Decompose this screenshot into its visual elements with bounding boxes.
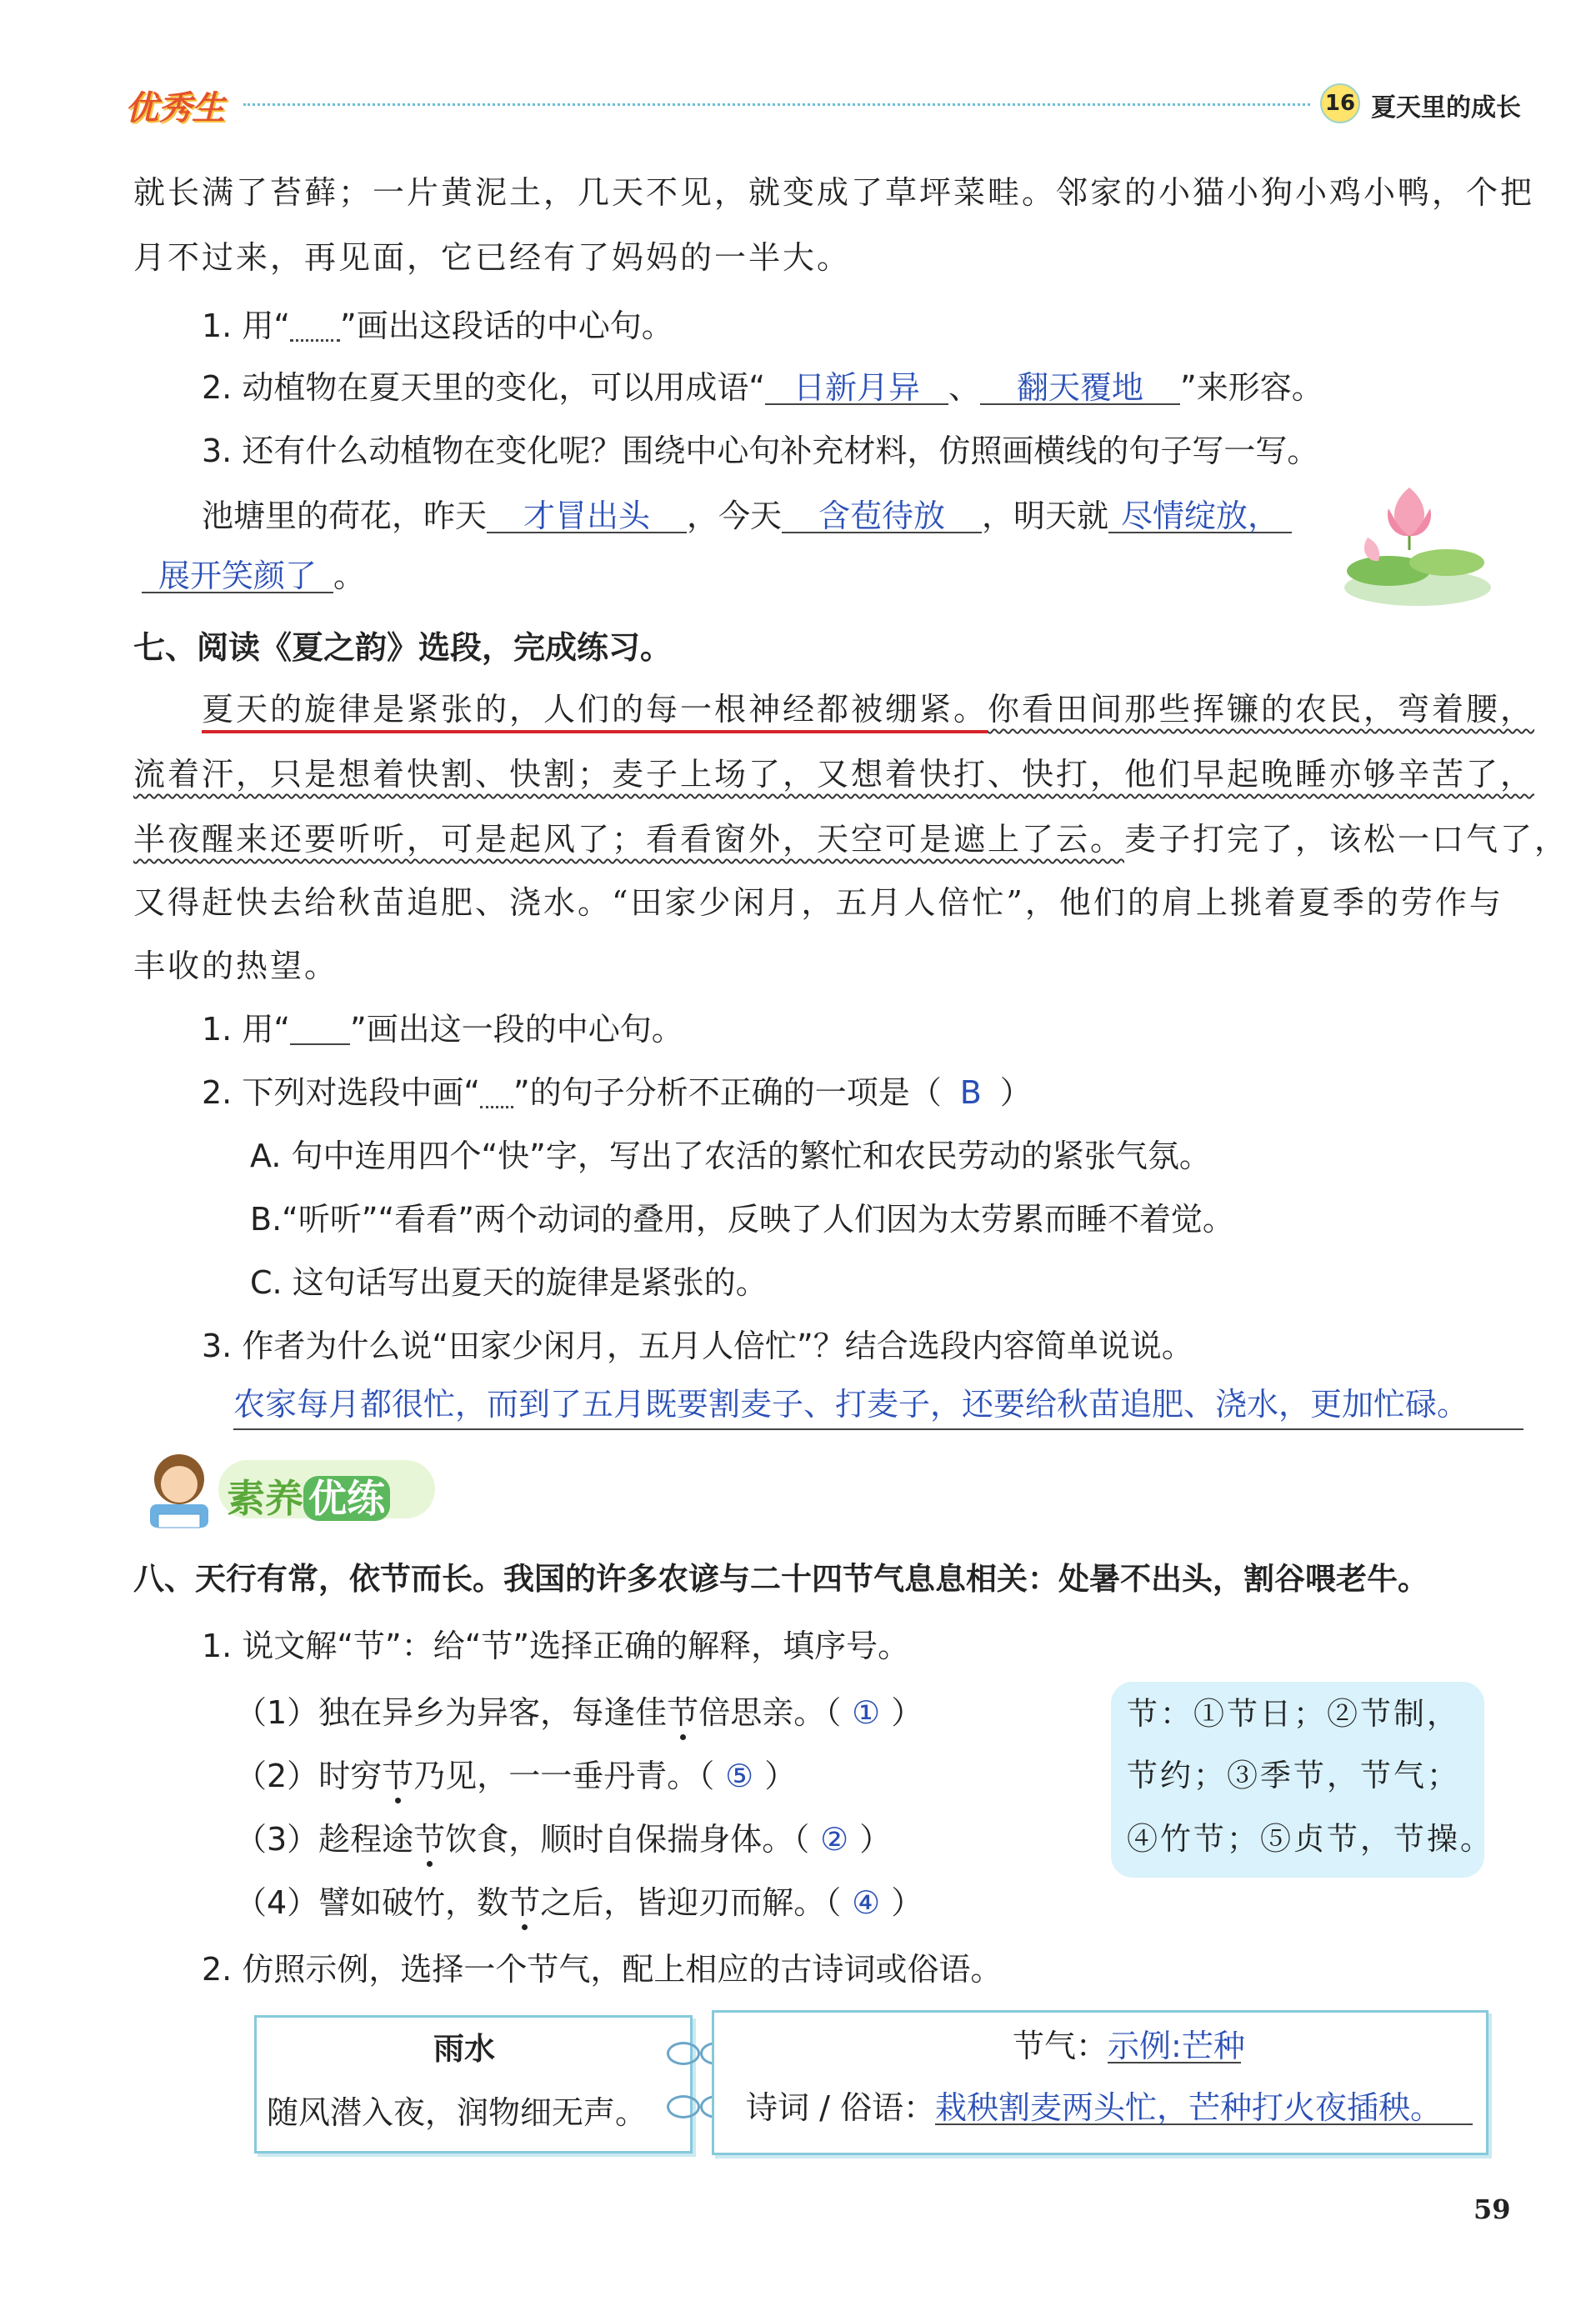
student-reading-icon [133,1446,225,1538]
section-heading: 七、阅读《夏之韵》选段，完成练习。 [133,629,673,666]
question-item: 1. 用“ ”画出这段话的中心句。 [202,308,673,344]
question-item: 3. 作者为什么说“田家少闲月，五月人倍忙”？结合选段内容简单说说。 [202,1328,1193,1364]
binder-ring-icon [667,2095,700,2118]
wavy-underline-sample [290,314,340,342]
question-item: 2. 动植物在夏天里的变化，可以用成语“ 日新月异 、 翻天覆地 ”来形容。 [202,369,1323,406]
term-row: 节气：示例:芒种 [1013,2028,1245,2064]
passage-line: 就长满了苔藓；一片黄泥土，几天不见，就变成了草坪菜畦。邻家的小猫小狗小鸡小鸭，个把 [133,174,1535,211]
lesson-number: 16 [1320,83,1360,123]
passage-line: 丰收的热望。 [133,948,339,984]
answer-field[interactable]: ① [852,1694,881,1731]
match-item: （4）譬如破竹，数节之后，皆迎刃而解。（ ④ ） [235,1884,923,1921]
answer-field[interactable]: 尽情绽放， [1108,500,1292,533]
option-c: C. 这句话写出夏天的旋律是紧张的。 [250,1264,768,1301]
answer-field[interactable]: ⑤ [725,1758,754,1794]
answer-field[interactable]: 才冒出头 [487,500,687,533]
fill-in-line: 展开笑颜了 。 [142,560,365,593]
poem-row: 诗词 / 俗语：栽秧割麦两头忙，芒种打火夜插秧。 [746,2092,1473,2125]
note-line: ④竹节；⑤贞节，节操。 [1127,1821,1493,1857]
section-heading: 八、天行有常，依节而长。我国的许多农谚与二十四节气息息相关：处暑不出头，割谷喂老牛。 [133,1561,1428,1597]
answer-field[interactable]: 栽秧割麦两头忙，芒种打火夜插秧。 [935,2092,1473,2125]
line-underline-sample [290,1018,350,1045]
page-number: 59 [1473,2193,1511,2225]
passage-line: 又得赶快去给秋苗追肥、浇水。“田家少闲月，五月人倍忙”，他们的肩上挑着夏季的劳作与 [133,884,1503,921]
question-item: 2. 下列对选段中画“ ”的句子分析不正确的一项是（ B ） [202,1074,1032,1111]
answer-field[interactable]: 翻天覆地 [980,372,1180,405]
passage-line: 流着汗，只是想着快割、快割；麦子上场了，又想着快打、快打，他们早起晚睡亦够辛苦了， [133,756,1535,793]
answer-field[interactable]: 日新月异 [765,372,948,405]
note-line: 节约；③季节，节气； [1127,1758,1460,1793]
match-item: （2）时穷节乃见，一一垂丹青。（ ⑤ ） [235,1758,797,1794]
card-title: 雨水 [433,2031,495,2067]
passage-line: 月不过来，再见面，它已经有了妈妈的一半大。 [133,239,852,276]
question-item: 2. 仿照示例，选择一个节气，配上相应的古诗词或俗语。 [202,1951,1003,1988]
fill-in-line: 池塘里的荷花，昨天 才冒出头 ，今天 含苞待放 ，明天就 尽情绽放， [202,500,1292,533]
passage-line: 夏天的旋律是紧张的，人们的每一根神经都被绷紧。你看田间那些挥镰的农民，弯着腰， [202,691,1535,728]
red-underlined-sentence: 夏天的旋律是紧张的，人们的每一根神经都被绷紧。 [202,691,988,728]
match-item: （3）趁程途节饮食，顺时自保揣身体。（ ② ） [235,1821,892,1858]
header-dotted-rule [243,103,1310,106]
lesson-title: 夏天里的成长 [1371,93,1521,123]
question-item: 1. 用“ ”画出这一段的中心句。 [202,1011,683,1048]
option-b: B.“听听”“看看”两个动词的叠用，反映了人们因为太劳累而睡不着觉。 [250,1201,1234,1238]
binder-ring-icon [667,2042,700,2065]
note-line: 节：①节日；②节制， [1127,1696,1460,1732]
answer-field[interactable]: 含苞待放 [782,500,982,533]
lotus-illustration [1338,471,1493,613]
answer-choice[interactable]: B [959,1074,982,1111]
card-text: 随风潜入夜，润物细无声。 [267,2094,648,2131]
answer-field[interactable]: ④ [852,1884,881,1921]
section-badge: 素养 优练 [227,1468,390,1523]
answer-field[interactable]: 农家每月都很忙，而到了五月既要割麦子、打麦子，还要给秋苗追肥、浇水，更加忙碌。 [233,1388,1523,1430]
passage-line: 半夜醒来还要听听，可是起风了；看看窗外，天空可是遮上了云。麦子打完了，该松一口气了， [133,821,1569,858]
publisher-logo: 优秀生 [125,89,225,128]
question-item: 1. 说文解“节”：给“节”选择正确的解释，填序号。 [202,1628,910,1664]
answer-field[interactable]: 示例:芒种 [1108,2028,1245,2064]
answer-field[interactable]: 展开笑颜了 [142,560,333,593]
option-a: A. 句中连用四个“快”字，写出了农活的繁忙和农民劳动的紧张气氛。 [250,1138,1211,1174]
answer-field[interactable]: ② [820,1821,849,1858]
match-item: （1）独在异乡为异客，每逢佳节倍思亲。（ ① ） [235,1694,923,1731]
question-item: 3. 还有什么动植物在变化呢？围绕中心句补充材料，仿照画横线的句子写一写。 [202,433,1319,469]
